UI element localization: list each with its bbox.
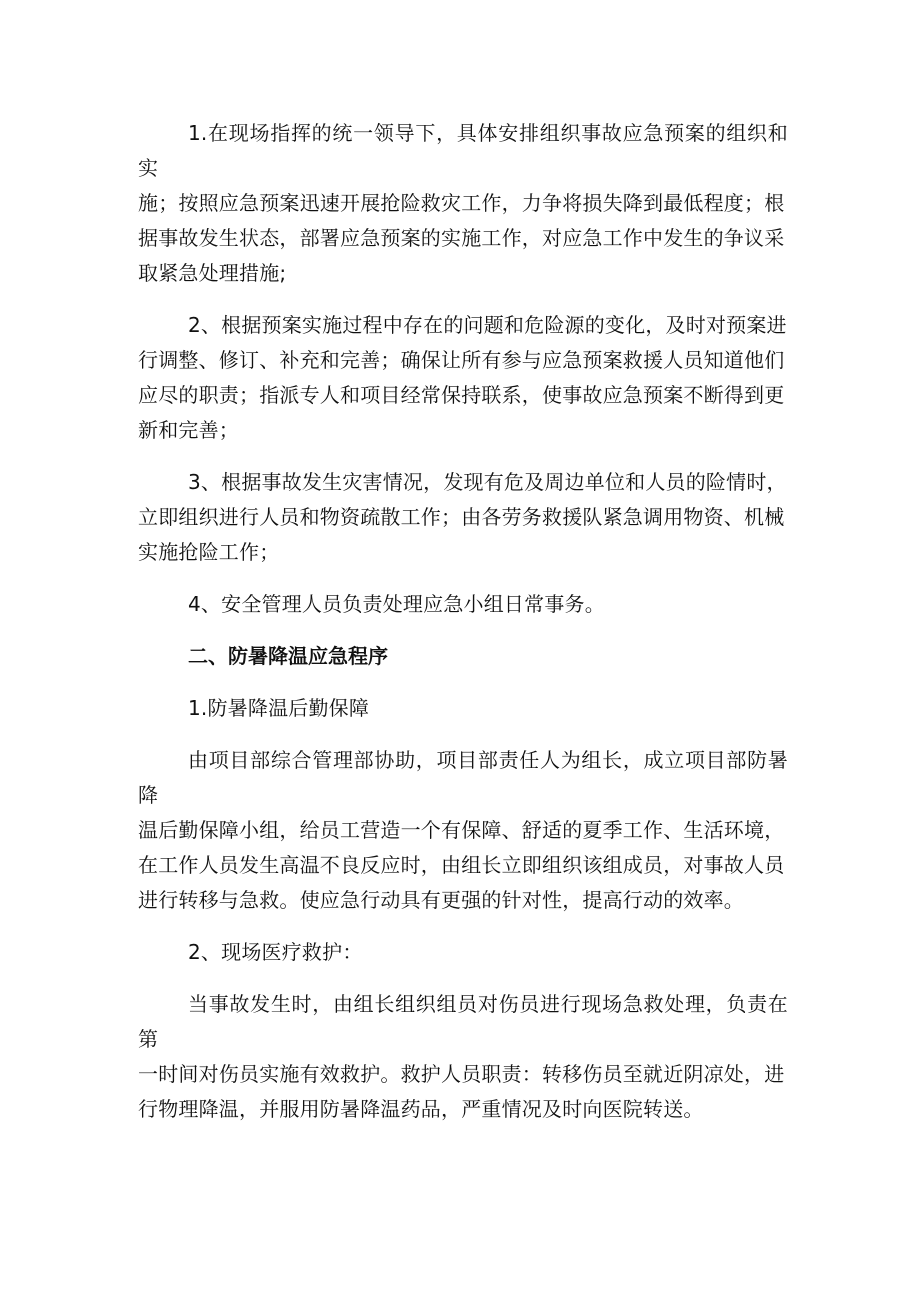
spacer [138,448,788,465]
spacer [138,570,788,587]
spacer [138,674,788,691]
paragraph-4 [138,587,788,622]
text-line: 行调整、修订、补充和完善；确保让所有参与应急预案救援人员知道他们 [138,348,785,372]
paragraph-logistics [138,743,788,918]
text-line: 施；按照应急预案迅速开展抢险救灾工作，力争将损失降到最低程度；根 [138,191,785,215]
subheading-medical: 2、现场医疗救护： [188,940,363,964]
text-line: 进行转移与急救。使应急行动具有更强的针对性，提高行动的效率。 [138,888,744,912]
spacer [138,970,788,987]
text-line: 应尽的职责；指派专人和项目经常保持联系，使事故应急预案不断得到更 [138,383,785,407]
text-line: 取紧急处理措施; [138,261,287,285]
text-line: 4、安全管理人员负责处理应急小组日常事务。 [188,592,605,616]
paragraph-1 [138,116,788,291]
text-line: 立即组织进行人员和物资疏散工作；由各劳务救援队紧急调用物资、机械 [138,505,785,529]
spacer [138,622,788,639]
text-line: 实施抢险工作； [138,540,280,564]
text-line: 1.在现场指挥的统一领导下，具体安排组织事故应急预案的组织和实 [138,121,788,180]
text-line: 3、根据事故发生灾害情况，发现有危及周边单位和人员的险情时， [188,470,787,494]
text-line: 由项目部综合管理部协助，项目部责任人为组长，成立项目部防暑降 [138,748,788,807]
spacer [138,291,788,308]
paragraph-medical [138,987,788,1127]
text-line: 行物理降温，并服用防暑降温药品，严重情况及时向医院转送。 [138,1097,704,1121]
paragraph-3 [138,465,788,570]
text-line: 一时间对伤员实施有效救护。救护人员职责：转移伤员至就近阴凉处，进 [138,1062,785,1086]
text-line: 温后勤保障小组，给员工营造一个有保障、舒适的夏季工作、生活环境， [138,818,785,842]
spacer [138,918,788,935]
text-line: 新和完善； [138,418,239,442]
section-heading: 二、防暑降温应急程序 [188,644,388,668]
document-page [138,116,788,1127]
paragraph-2 [138,308,788,448]
text-line: 当事故发生时，由组长组织组员对伤员进行现场急救处理，负责在第 [138,992,788,1051]
subheading-logistics: 1.防暑降温后勤保障 [188,696,370,720]
text-line: 在工作人员发生高温不良反应时，由组长立即组织该组成员，对事故人员 [138,853,785,877]
text-line: 据事故发生状态，部署应急预案的实施工作，对应急工作中发生的争议采 [138,226,785,250]
text-line: 2、根据预案实施过程中存在的问题和危险源的变化，及时对预案进 [188,313,787,337]
spacer [138,726,788,743]
